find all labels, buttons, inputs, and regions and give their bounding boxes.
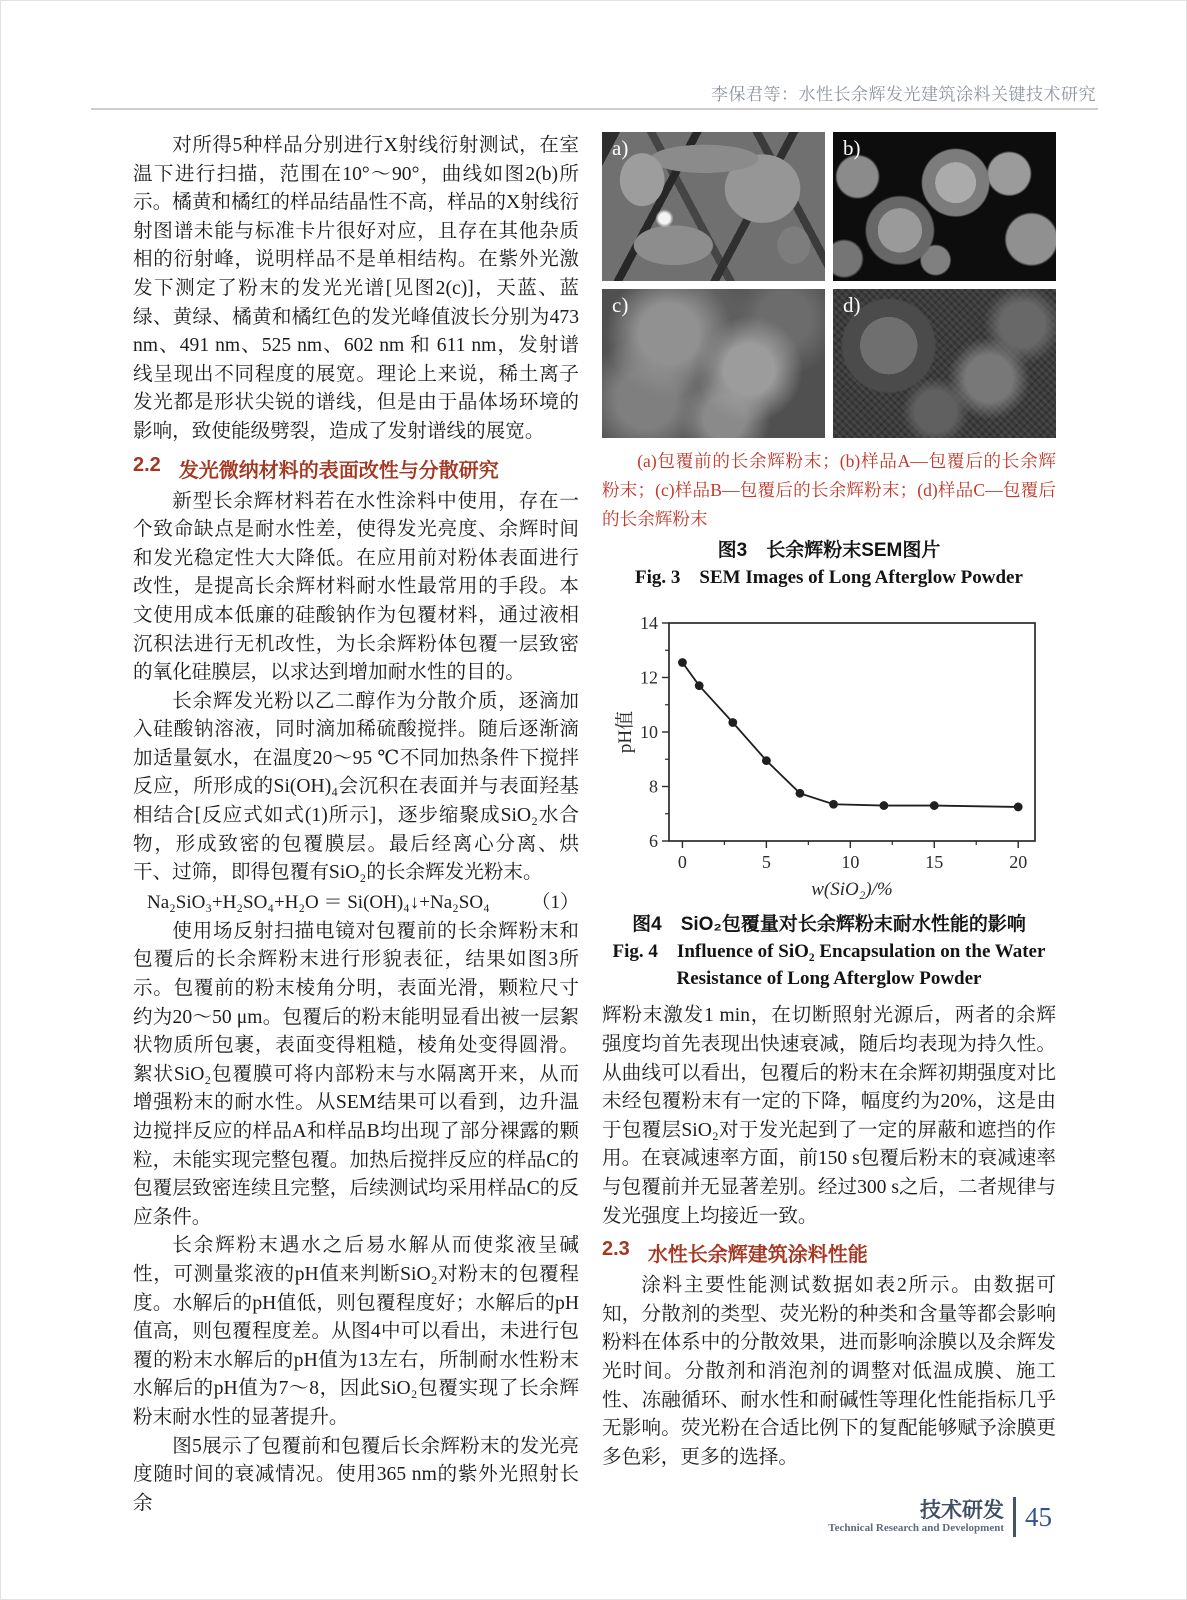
svg-text:15: 15 [925, 852, 944, 873]
footer-section [828, 1500, 1004, 1534]
section-title: 发光微纳材料的表面改性与分散研究 [178, 459, 499, 482]
sem-image-b [833, 132, 1056, 281]
section-number: 2.3 [602, 1238, 630, 1261]
sem-panel-label-b: b) [843, 136, 861, 160]
section-number: 2.2 [133, 453, 161, 476]
paragraph-coating-intro: 新型长余辉材料若在水性涂料中使用，存在一个致命缺点是耐水性差，使得发光亮度、余辉时间和发光稳定性大大降低。在应用前对粉体表面进行改性，是提高长余辉材料耐水性最常用的手段。本文使用成本低廉的硅酸钠作为包覆材料，通过液相沉积法进行无机改性，为长余辉粉体包覆一层致密的氧化硅膜层，以求达到增加耐水性的目的。 [133, 490, 579, 684]
sem-panel-label-a: a) [612, 136, 629, 160]
figure3-caption-en: Fig. 3 SEM Images of Long Afterglow Powder [635, 567, 1023, 589]
svg-text:0: 0 [677, 852, 687, 873]
svg-text:w(SiO₂)/%: w(SiO₂)/% [811, 879, 893, 901]
paragraph-sem: 使用场反射扫描电镜对包覆前的长余辉粉末和包覆后的长余辉粉末进行形貌表征，结果如图3所示。包覆前的粉末棱角分明，表面光滑，颗粒尺寸约为20～50 μm。包覆后的粉末能明显看出被一层絮状物质所包裹，表面变得粗糙，棱角处变得圆滑。絮状SiO₂包覆膜可将内部粉末与水隔离开来，从而增强粉末的耐水性。从SEM结果可以看到，边升温边搅拌反应的样品A和样品B均出现了部分裸露的颗粒，未能实现完整包覆。加热后搅拌反应的样品C的包覆层致密连续且完整，后续测试均采用样品C的反应条件。 [133, 920, 579, 1228]
sem-image-d [833, 289, 1056, 438]
figure4-caption-en-line2: Resistance of Long Afterglow Powder [676, 968, 982, 990]
sem-panel-label-d: d) [843, 293, 861, 317]
sem-panel-label-c: c) [612, 293, 629, 317]
svg-text:8: 8 [649, 776, 658, 797]
section-title: 水性长余辉建筑涂料性能 [647, 1244, 868, 1267]
figure3-caption-cn: 图3 长余辉粉末SEM图片 [717, 540, 941, 562]
header-rule [91, 108, 1098, 110]
running-head: 李保君等：水性长余辉发光建筑涂料关键技术研究 [711, 85, 1096, 104]
paragraph-ph: 长余辉粉末遇水之后易水解从而使浆液呈碱性，可测量浆液的pH值来判断SiO₂对粉末的包覆程度。水解后的pH值低，则包覆程度好；水解后的pH值高，则包覆程度差。从图4中可以看出，未进行包覆的粉末水解后的pH值为13左右，所制耐水性粉末水解后的pH值为7～8，因此SiO₂包覆实现了长余辉粉末耐水性的显著提升。 [133, 1235, 579, 1428]
paragraph-coating-performance: 涂料主要性能测试数据如表2所示。由数据可知，分散剂的类型、荧光粉的种类和含量等都会影响粉料在体系中的分散效果，进而影响涂膜以及余辉发光时间。分散剂和消泡剂的调整对低温成膜、施工性、冻融循环、耐水性和耐碱性等理化性能指标几乎无影响。荧光粉在合适比例下的复配能够赋予涂膜更多色彩，更多的选择。 [602, 1275, 1056, 1468]
svg-text:14: 14 [640, 613, 658, 634]
sem-image-c [602, 289, 825, 438]
ph-chart [609, 607, 1049, 907]
svg-text:6: 6 [649, 831, 658, 852]
svg-text:20: 20 [1009, 852, 1028, 873]
svg-text:10: 10 [640, 722, 658, 743]
figure3-sem-grid [602, 132, 1056, 438]
page-footer [828, 1497, 1052, 1537]
footer-section-en: Technical Research and Development [828, 1522, 1004, 1534]
figure3-subcaption: (a)包覆前的长余辉粉末；(b)样品A—包覆后的长余辉粉末；(c)样品B—包覆后的长余辉粉末；(d)样品C—包覆后的长余辉粉末 [602, 451, 1056, 529]
paragraph-process: 长余辉发光粉以乙二醇作为分散介质，逐滴加入硅酸钠溶液，同时滴加稀硫酸搅拌。随后逐渐滴加适量氨水，在温度20～95 ℃不同加热条件下搅拌反应，所形成的Si(OH)₄会沉积在表面并与表面羟基相结合[反应式如式(1)所示]，逐步缩聚成SiO₂水合物，形成致密的包覆膜层。最后经离心分离、烘干、过筛，即得包覆有SiO₂的长余辉发光粉末。 [133, 690, 579, 884]
paragraph-fig5-lead: 图5展示了包覆前和包覆后长余辉粉末的发光亮度随时间的衰减情况。使用365 nm的紫外光照射长余 [133, 1435, 579, 1514]
equation-number: （1） [531, 891, 579, 913]
svg-text:pH值: pH值 [615, 711, 636, 754]
svg-text:10: 10 [841, 852, 860, 873]
left-column [133, 132, 579, 1518]
section-heading-2-3 [602, 1238, 1056, 1267]
footer-divider [1013, 1497, 1016, 1537]
footer-section-cn: 技术研发 [920, 1499, 1004, 1522]
svg-text:5: 5 [761, 852, 771, 873]
equation-body: Na₂SiO₃+H₂SO₄+H₂O ＝ Si(OH)₄↓+Na₂SO₄ [147, 891, 490, 913]
svg-text:12: 12 [640, 667, 658, 688]
figure4-caption-en-line1: Fig. 4 Influence of SiO₂ Encapsulation on the Water [612, 941, 1046, 963]
paragraph-afterglow-decay: 辉粉末激发1 min，在切断照射光源后，两者的余辉强度均首先表现出快速衰减，随后均表现为持久性。从曲线可以看出，包覆后的粉末在余辉初期强度对比未经包覆粉末有一定的下降，幅度约为20%，这是由于包覆层SiO₂对于发光起到了一定的屏蔽和遮挡的作用。在衰减速率方面，前150 s包覆后粉末的衰减速率与包覆前并无显著差别。经过300 s之后，二者规律与发光强度上均接近一致。 [602, 1005, 1056, 1227]
right-column [602, 132, 1056, 1472]
paragraph-xrd: 对所得5种样品分别进行X射线衍射测试，在室温下进行扫描，范围在10°～90°，曲线如图2(b)所示。橘黄和橘红的样品结晶性不高，样品的X射线衍射图谱未能与标准卡片很好对应，且存在其他杂质相的衍射峰，说明样品不是单相结构。在紫外光激发下测定了粉末的发光光谱[见图2(c)]，天蓝、蓝绿、黄绿、橘黄和橘红色的发光峰值波长分别为473 nm、491 nm、525 nm、602 nm 和 611 nm，发射谱线呈现出不同程度的展宽。理论上来说，稀土离子发光都是形状尖锐的谱线，但是由于晶体场环境的影响，致使能级劈裂，造成了发射谱线的展宽。 [133, 135, 579, 442]
section-heading-2-2 [133, 454, 579, 483]
figure4-caption-cn: 图4 SiO₂包覆量对长余辉粉末耐水性能的影响 [632, 914, 1026, 936]
equation-1 [133, 888, 579, 918]
sem-image-a [602, 132, 825, 281]
page-number: 45 [1025, 1501, 1052, 1532]
